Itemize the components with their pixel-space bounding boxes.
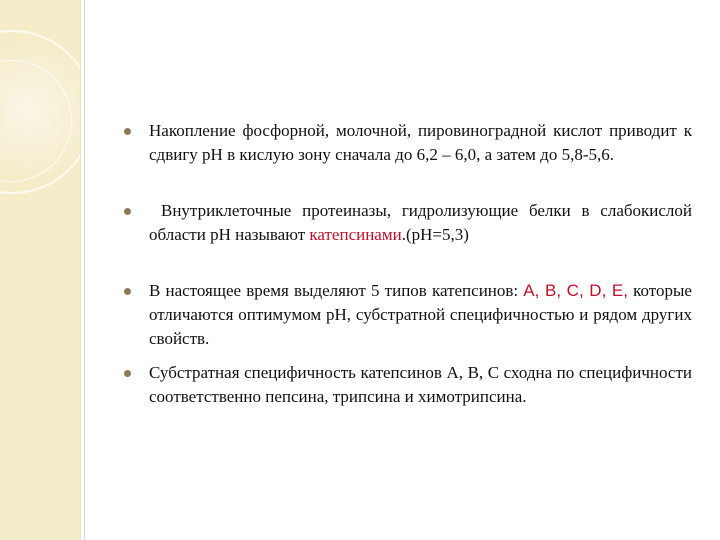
bullet-text-after: которые отличаются оптимумом pH, субстратной специфичностью и рядом других свойств. [149, 281, 692, 348]
bullet-list [122, 119, 692, 409]
bullet-dot-icon [124, 370, 131, 377]
bullet-text-after: .(pH=5,3) [401, 225, 469, 244]
bullet-text: Субстратная специфичность катепсинов А, В, С сходна по специфичности соответственно пепсина, трипсина и химотрипсина. [149, 363, 692, 406]
bullet-item-proteinases [122, 199, 692, 247]
bullet-dot-icon [124, 288, 131, 295]
highlight-term-cathepsins: катепсинами [309, 225, 402, 244]
highlight-cathepsin-letters: А, В, С, D, Е, [523, 281, 628, 300]
bullet-item-acid-accumulation [122, 119, 692, 167]
bullet-text: Накопление фосфорной, молочной, пировиноградной кислот приводит к сдвигу pH в кислую зону сначала до 6,2 – 6,0, а затем до 5,8-5,6. [149, 121, 692, 164]
bullet-item-cathepsin-types [122, 279, 692, 351]
vertical-divider-line [84, 0, 85, 540]
bullet-text-before: В настоящее время выделяют 5 типов катепсинов: [149, 281, 524, 300]
bullet-dot-icon [124, 208, 131, 215]
bullet-dot-icon [124, 128, 131, 135]
decorative-side-band [0, 0, 81, 540]
bullet-item-substrate-specificity [122, 361, 692, 409]
bullet-text-before: Внутриклеточные протеиназы, гидролизующие белки в слабокислой области pH называют [149, 201, 692, 244]
